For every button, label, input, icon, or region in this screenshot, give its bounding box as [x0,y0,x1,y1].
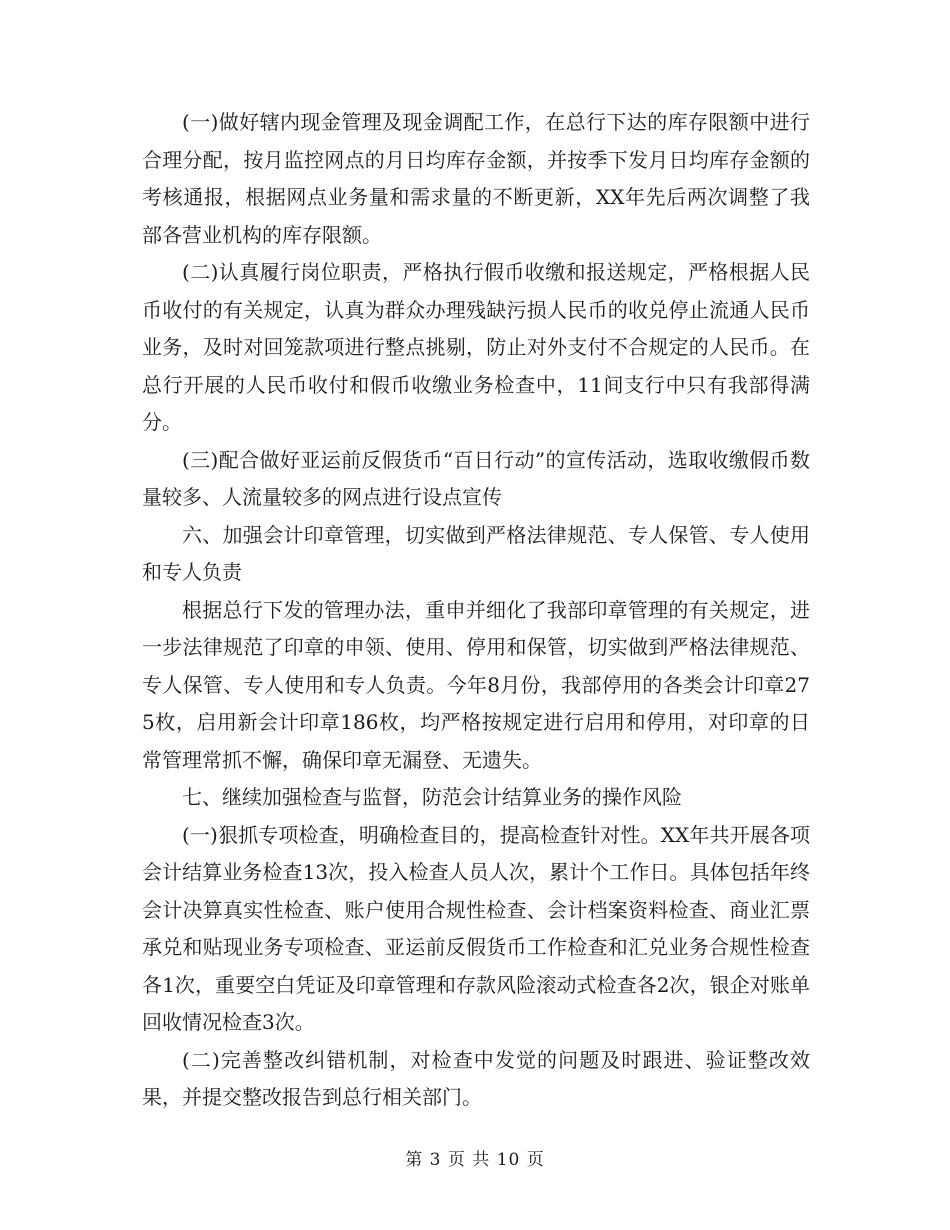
paragraph-anti-counterfeit-campaign: (三)配合做好亚运前反假货币“百日行动”的宣传活动，选取收缴假币数量较多、人流量较多的网点进行设点宣传 [142,447,810,509]
page-footer: 第 3 页 共 10 页 [405,1150,545,1170]
paragraph-seal-rules: 根据总行下发的管理办法，重申并细化了我部印章管理的有关规定，进一步法律规范了印章的申领、使用、停用和保管，切实做到严格法律规范、专人保管、专人使用和专人负责。今年8月份，我部停用的各类会计印章275枚，启用新会计印章186枚，均严格按规定进行启用和停用，对印章的日常管理常抓不懈，确保印章无漏登、无遗失。 [142,597,810,772]
paragraph-duty-counterfeit: (二)认真履行岗位职责，严格执行假币收缴和报送规定，严格根据人民币收付的有关规定，认真为群众办理残缺污损人民币的收兑停止流通人民币业务，及时对回笼款项进行整点挑剔，防止对外支付不合规定的人民币。在总行开展的人民币收付和假币收缴业务检查中，11间支行中只有我部得满分。 [142,260,810,434]
document-body [142,104,810,1117]
section-heading-inspection: 七、继续加强检查与监督，防范会计结算业务的操作风险 [182,785,682,809]
paragraph-rectification: (二)完善整改纠错机制，对检查中发觉的问题及时跟进、验证整改效果，并提交整改报告到总行相关部门。 [142,1047,810,1109]
paragraph-special-inspection: (一)狠抓专项检查，明确检查目的，提高检查针对性。XX年共开展各项会计结算业务检查13次，投入检查人员人次，累计个工作日。具体包括年终会计决算真实性检查、账户使用合规性检查、会计档案资料检查、商业汇票承兑和贴现业务专项检查、亚运前反假货币工作检查和汇兑业务合规性检查各1次，重要空白凭证及印章管理和存款风险滚动式检查各2次，银企对账单回收情况检查3次。 [142,822,810,1034]
paragraph-cash-management: (一)做好辖内现金管理及现金调配工作，在总行下达的库存限额中进行合理分配，按月监控网点的月日均库存金额，并按季下发月日均库存金额的考核通报，根据网点业务量和需求量的不断更新，XX年先后两次调整了我部各营业机构的库存限额。 [142,110,810,247]
section-heading-seal-management: 六、加强会计印章管理，切实做到严格法律规范、专人保管、专人使用和专人负责 [142,522,810,584]
